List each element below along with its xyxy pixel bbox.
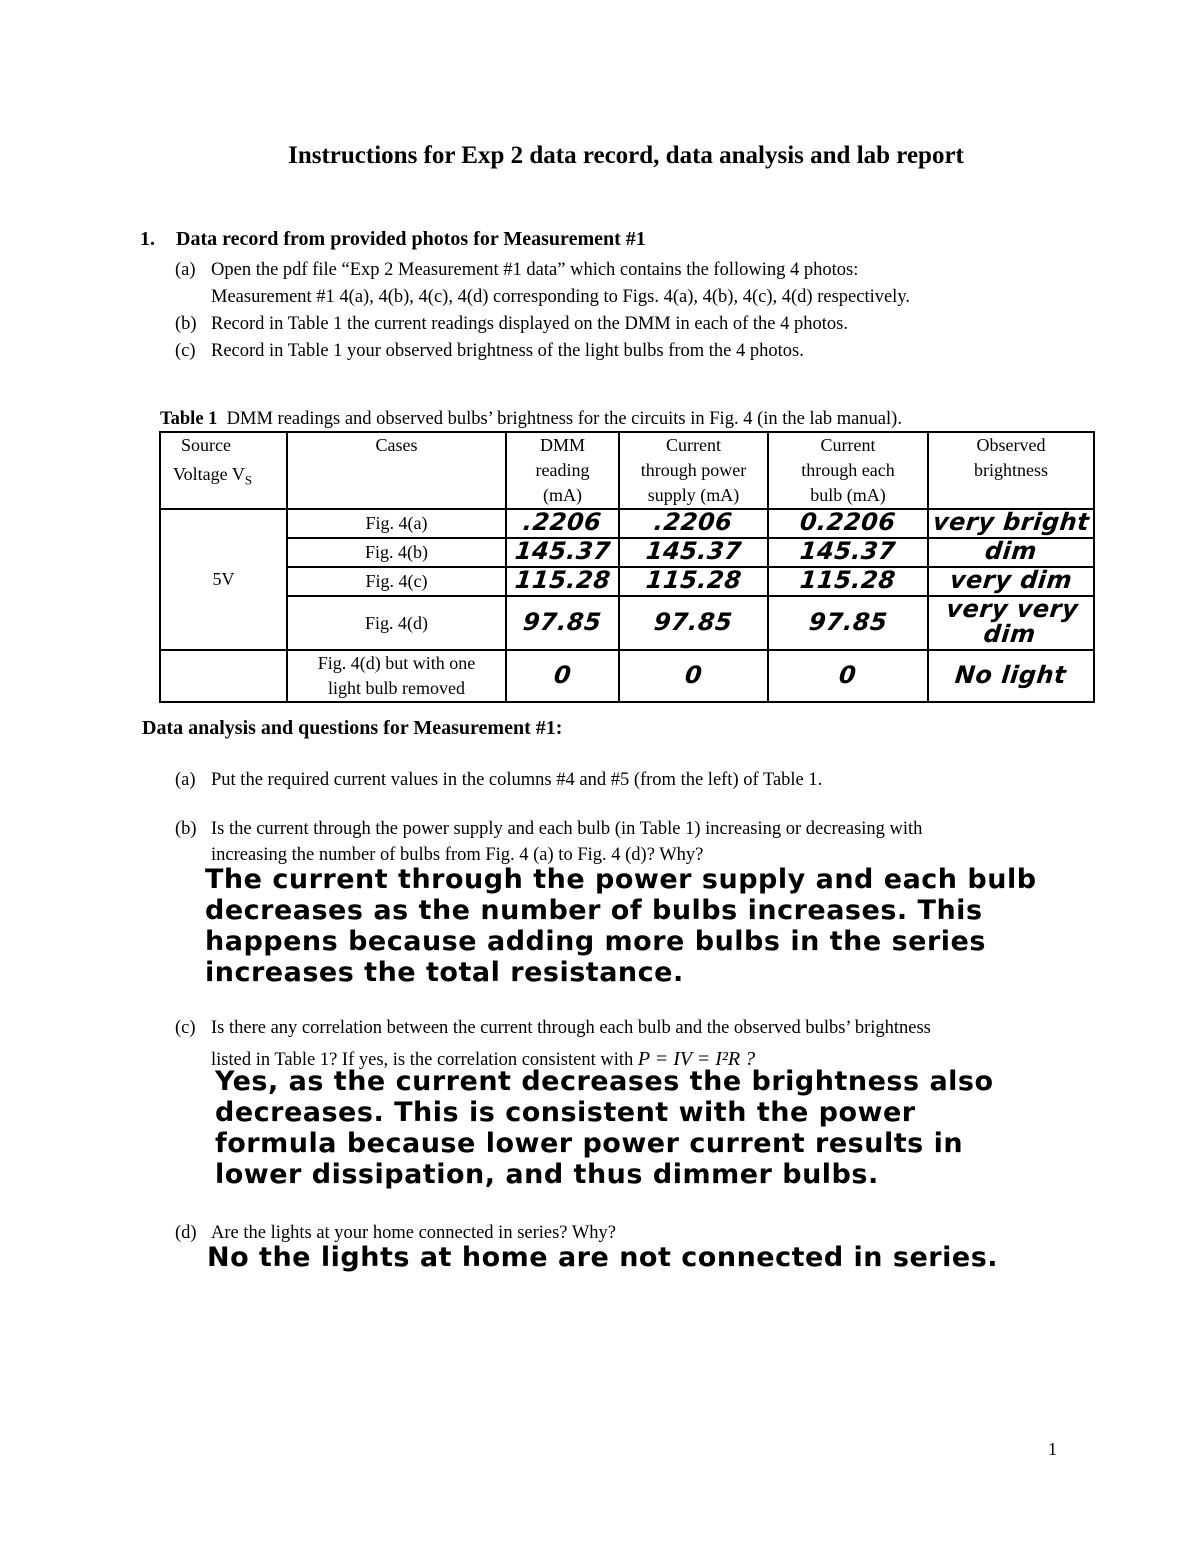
handwritten-brightness: No light [954,660,1069,689]
table-row [160,596,1094,650]
question-c-text: Is there any correlation between the current through each bulb and the observed bulbs’ brightness [211,1018,931,1038]
question-b-continuation: increasing the number of bulbs from Fig. 4 (a) to Fig. 4 (d)? Why? [211,845,704,865]
question-a [175,770,822,791]
power-cell [619,509,768,538]
table1-caption-label: Table 1 [160,409,218,429]
handwritten-bulb-value: 115.28 [798,566,898,594]
header-bulb-line1: Current [820,435,876,455]
header-brightness [928,432,1094,509]
dmm-cell [506,538,619,567]
header-source-subscript: S [244,472,253,488]
table1-caption [160,409,902,430]
header-power-line1: Current [666,435,721,455]
header-dmm-line1: DMM [539,435,585,455]
handwritten-dmm-value: 145.37 [513,537,612,565]
empty-source-cell [160,650,287,702]
handwritten-dmm-value: 0 [552,660,573,689]
instruction-c-text: Record in Table 1 your observed brightness of the light bulbs from the 4 photos. [211,341,804,361]
case-cell: Fig. 4(a) [287,509,506,538]
power-cell [619,650,768,702]
handwritten-power-value: 0 [683,660,704,689]
header-cases: Cases [287,432,506,509]
question-d-label: (d) [175,1223,197,1243]
handwritten-brightness: very bright [931,508,1091,536]
section2-heading: Data analysis and questions for Measurement #1: [142,717,563,739]
header-source-voltage [160,432,287,509]
section1-heading-text: Data record from provided photos for Measurement #1 [176,228,646,250]
brightness-cell [928,509,1094,538]
handwritten-dmm-value: .2206 [521,508,604,536]
handwritten-bulb-value: 0 [837,660,859,689]
handwritten-answer-d: No the lights at home are not connected in series. [207,1242,999,1273]
instruction-c [175,341,804,362]
handwritten-brightness: dim [983,537,1039,565]
handwritten-power-value: 145.37 [644,537,743,565]
bulb-cell [768,538,928,567]
handwritten-bulb-value: 0.2206 [798,508,898,536]
table-row [160,509,1094,538]
dmm-cell [506,567,619,596]
handwritten-power-value: 97.85 [652,607,735,636]
question-a-text: Put the required current values in the columns #4 and #5 (from the left) of Table 1. [211,770,823,790]
header-source-line1: Source [181,435,231,455]
bulb-cell [768,567,928,596]
header-power-supply-current [619,432,768,509]
dmm-cell [506,509,619,538]
header-power-line2: through power [640,460,747,480]
header-power-line3: supply (mA) [647,485,740,505]
instruction-a-continuation: Measurement #1 4(a), 4(b), 4(c), 4(d) corresponding to Figs. 4(a), 4(b), 4(c), 4(d) respectively. [211,287,910,307]
header-bulb-line2: through each [801,460,895,480]
question-d-text: Are the lights at your home connected in series? Why? [211,1223,616,1243]
header-dmm [506,432,619,509]
power-cell [619,538,768,567]
instruction-b-label: (b) [175,314,197,334]
instruction-a-label: (a) [175,260,196,280]
power-cell [619,596,768,650]
question-c-label: (c) [175,1018,196,1038]
header-source-line2: Voltage V [173,464,245,484]
handwritten-bulb-value: 97.85 [807,607,889,636]
bulb-cell [768,509,928,538]
brightness-cell [928,538,1094,567]
bulb-cell [768,596,928,650]
header-dmm-line3: (mA) [543,485,582,505]
handwritten-answer-c: Yes, as the current decreases the brightness also decreases. This is consistent with the power formula because lower power current results in lower dissipation, and thus dimmer bulbs. [215,1066,994,1190]
table1 [159,431,1095,703]
handwritten-dmm-value: 97.85 [521,607,604,636]
case-cell-line1: Fig. 4(d) but with one [317,653,476,673]
handwritten-brightness: very dim [948,566,1074,594]
handwritten-power-value: 115.28 [644,566,743,594]
table1-caption-text: DMM readings and observed bulbs’ brightness for the circuits in Fig. 4 (in the lab manual). [226,409,902,429]
question-c [175,1018,931,1039]
section1-heading [140,228,646,251]
section1-number: 1. [140,228,155,250]
table-row [160,650,1094,702]
handwritten-dmm-value: 115.28 [513,566,612,594]
bulb-cell [768,650,928,702]
question-a-label: (a) [175,770,196,790]
case-cell-line2: light bulb removed [328,678,465,698]
power-formula: P = IV = I²R ? [637,1048,756,1070]
brightness-cell [928,650,1094,702]
instruction-c-label: (c) [175,341,196,361]
brightness-cell [928,596,1094,650]
instruction-a-text: Open the pdf file “Exp 2 Measurement #1 data” which contains the following 4 photos: [211,260,859,280]
power-cell [619,567,768,596]
instruction-b [175,314,848,335]
page-number: 1 [1048,1439,1057,1459]
dmm-cell [506,650,619,702]
handwritten-power-value: .2206 [652,508,735,536]
header-bulb-current [768,432,928,509]
handwritten-bulb-value: 145.37 [798,537,898,565]
question-b-text: Is the current through the power supply and each bulb (in Table 1) increasing or decreasing with [211,819,923,839]
brightness-cell [928,567,1094,596]
question-b [175,819,922,840]
source-voltage-cell: 5V [160,509,287,650]
header-dmm-line2: reading [535,460,590,480]
table-row [160,567,1094,596]
document-title: Instructions for Exp 2 data record, data analysis and lab report [288,142,964,169]
header-brightness-line2: brightness [974,460,1048,480]
case-cell [287,650,506,702]
table-row [160,538,1094,567]
table-header-row [160,432,1094,509]
case-cell: Fig. 4(b) [287,538,506,567]
instruction-b-text: Record in Table 1 the current readings displayed on the DMM in each of the 4 photos. [211,314,848,334]
case-cell: Fig. 4(c) [287,567,506,596]
question-d [175,1223,616,1244]
question-b-label: (b) [175,819,197,839]
dmm-cell [506,596,619,650]
header-bulb-line3: bulb (mA) [810,485,886,505]
case-cell: Fig. 4(d) [287,596,506,650]
question-c-continuation-text: listed in Table 1? If yes, is the correlation consistent with [211,1050,634,1070]
instruction-a [175,260,858,281]
handwritten-answer-b: The current through the power supply and each bulb decreases as the number of bulbs increases. This happens because adding more bulbs in the series increases the total resistance. [205,864,1037,988]
header-brightness-line1: Observed [976,435,1046,455]
handwritten-brightness: very very dim [945,595,1080,648]
